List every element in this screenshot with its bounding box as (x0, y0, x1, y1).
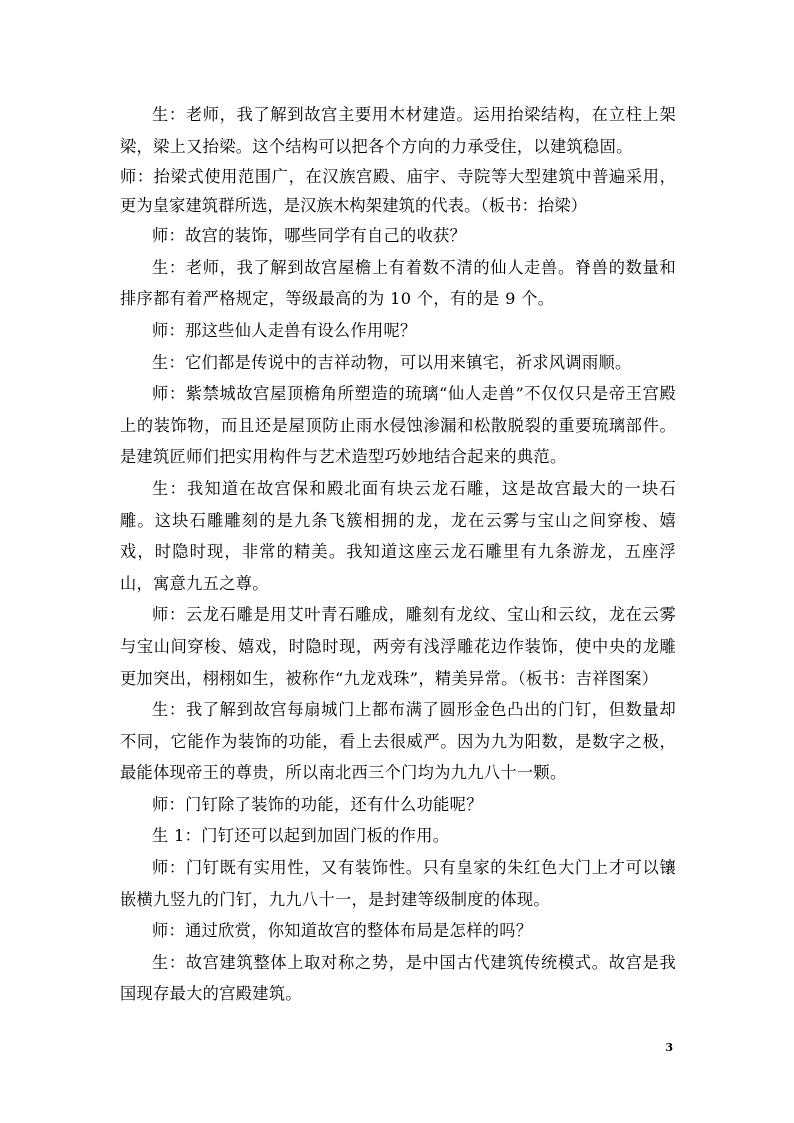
document-body (120, 99, 676, 1010)
paragraph-student-beasts-answer: 生：它们都是传说中的吉祥动物，可以用来镇宅，祈求风调雨顺。 (152, 352, 632, 372)
paragraph-student-beam-structure: 生：老师，我了解到故宫主要用木材建造。运用抬梁结构，在立柱上架梁，梁上又抬梁。这个结构可以把各个方向的力承受住，以建筑稳固。 (120, 105, 676, 156)
paragraph-student1-nails-answer: 生 1：门钉还可以起到加固门板的作用。 (152, 826, 450, 846)
paragraph-teacher-beasts-explanation: 师：紫禁城故宫屋顶檐角所塑造的琉璃“仙人走兽”不仅仅只是帝王宫殿上的装饰物，而且还是屋顶防止雨水侵蚀渗漏和松散脱裂的重要琉璃部件。是建筑匠师们把实用构件与艺术造型巧妙地结合起来的典范。 (120, 384, 676, 467)
paragraph-student-roof-beasts: 生：老师，我了解到故宫屋檐上有着数不清的仙人走兽。脊兽的数量和排序都有着严格规定，等级最高的为 10 个，有的是 9 个。 (120, 257, 676, 309)
paragraph-student-door-nails: 生：我了解到故宫每扇城门上都布满了圆形金色凸出的门钉，但数量却不同，它能作为装饰的功能，看上去很威严。因为九为阳数，是数字之极，最能体现帝王的尊贵，所以南北西三个门均为九九八十一颗。 (120, 700, 676, 783)
paragraph-student-cloud-dragon: 生：我知道在故宫保和殿北面有块云龙石雕，这是故宫最大的一块石雕。这块石雕雕刻的是九条飞簇相拥的龙，龙在云雾与宝山之间穿梭、嬉戏，时隐时现，非常的精美。我知道这座云龙石雕里有九条游龙，五座浮山，寓意九五之尊。 (120, 478, 676, 593)
paragraph-teacher-decoration-question: 师：故宫的装饰，哪些同学有自己的收获？ (152, 226, 467, 246)
page-number: 3 (665, 1041, 673, 1054)
paragraph-teacher-layout-question: 师：通过欣赏，你知道故宫的整体布局是怎样的吗？ (152, 921, 533, 941)
paragraph-student-layout-answer: 生：故宫建筑整体上取对称之势，是中国古代建筑传统模式。故宫是我国现存最大的宫殿建筑。 (120, 952, 676, 1004)
paragraph-teacher-cloud-dragon: 师：云龙石雕是用艾叶青石雕成，雕刻有龙纹、宝山和云纹，龙在云雾与宝山间穿梭、嬉戏，时隐时现，两旁有浅浮雕花边作装饰，使中央的龙雕更加突出，栩栩如生，被称作“九龙戏珠”，精美异常。（板书：吉祥图案） (120, 605, 676, 688)
paragraph-teacher-nails-explanation: 师：门钉既有实用性，又有装饰性。只有皇家的朱红色大门上才可以镶嵌横九竖九的门钉，九九八十一，是封建等级制度的体现。 (120, 858, 676, 909)
paragraph-teacher-nails-question: 师：门钉除了装饰的功能，还有什么功能呢？ (152, 794, 483, 814)
paragraph-teacher-beasts-question: 师：那这些仙人走兽有设么作用呢？ (152, 320, 417, 340)
paragraph-teacher-beam-explanation: 师：抬梁式使用范围广，在汉族宫殿、庙宇、寺院等大型建筑中普遍采用，更为皇家建筑群所选，是汉族木构架建筑的代表。（板书：抬梁） (120, 167, 676, 216)
